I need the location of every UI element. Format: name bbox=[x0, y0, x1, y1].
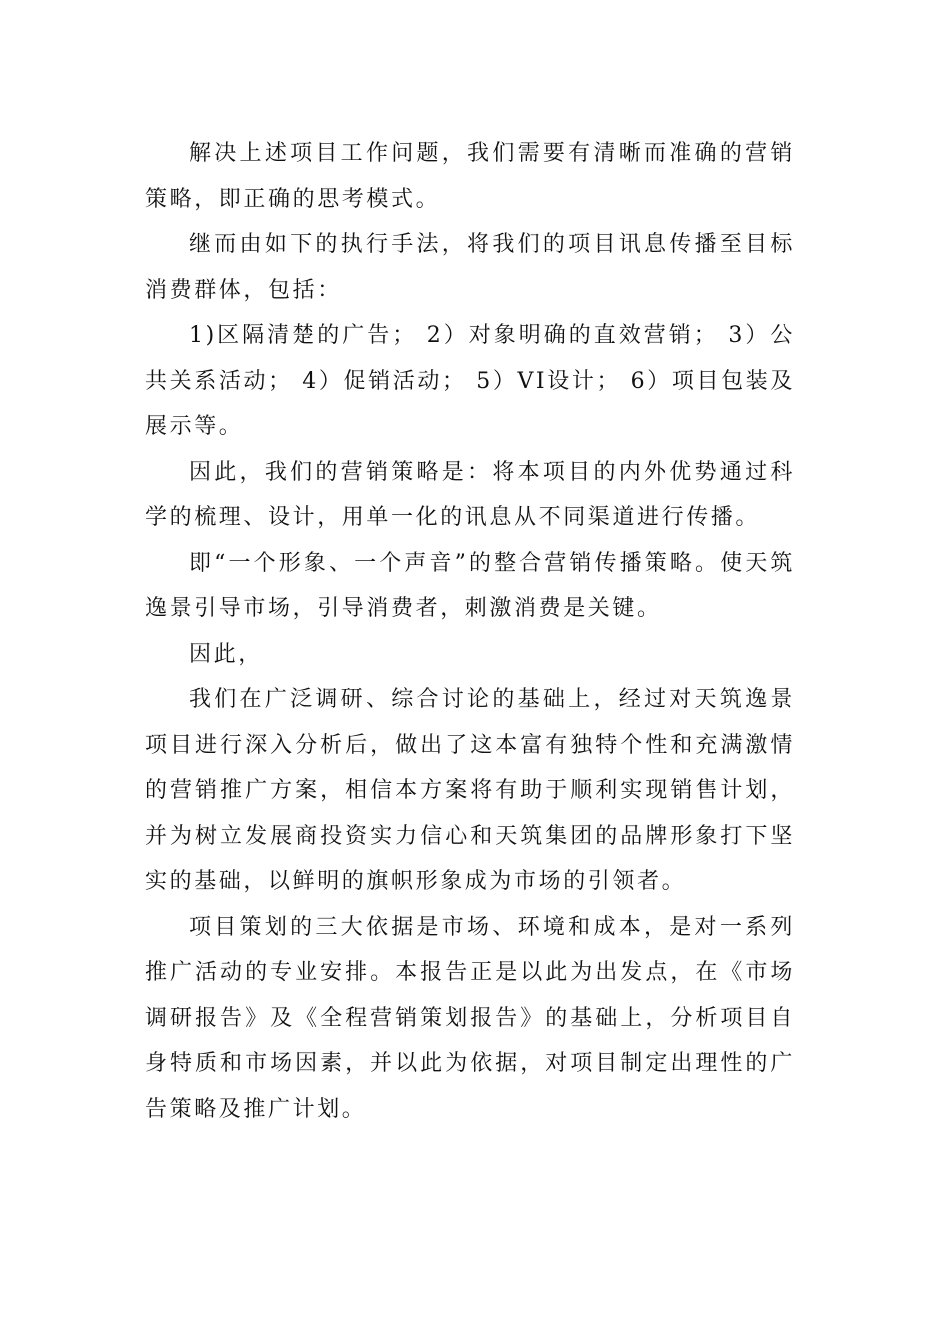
paragraph-execution-methods-intro: 继而由如下的执行手法，将我们的项目讯息传播至目标消费群体，包括： bbox=[145, 232, 795, 303]
paragraph-integrated-marketing: 即“一个形象、一个声音”的整合营销传播策略。使天筑逸景引导市场，引导消费者，刺激消费是关键。 bbox=[145, 550, 795, 621]
paragraph-marketing-strategy-need: 解决上述项目工作问题，我们需要有清晰而准确的营销策略，即正确的思考模式。 bbox=[145, 141, 795, 212]
paragraph-proposal-summary: 我们在广泛调研、综合讨论的基础上，经过对天筑逸景项目进行深入分析后，做出了这本富有独特个性和充满激情的营销推广方案，相信本方案将有助于顺利实现销售计划，并为树立发展商投资实力信心和天筑集团的品牌形象打下坚实的基础，以鲜明的旗帜形象成为市场的引领者。 bbox=[145, 687, 795, 894]
paragraph-planning-basis: 项目策划的三大依据是市场、环境和成本，是对一系列推广活动的专业安排。本报告正是以此为出发点，在《市场调研报告》及《全程营销策划报告》的基础上，分析项目自身特质和市场因素，并以此为依据，对项目制定出理性的广告策略及推广计划。 bbox=[145, 914, 795, 1122]
document-body bbox=[145, 131, 795, 1132]
paragraph-marketing-strategy-statement: 因此，我们的营销策略是：将本项目的内外优势通过科学的梳理、设计，用单一化的讯息从不同渠道进行传播。 bbox=[145, 459, 795, 530]
paragraph-execution-methods-list: 1)区隔清楚的广告； 2）对象明确的直效营销； 3）公共关系活动； 4）促销活动； 5）VI设计； 6）项目包装及展示等。 bbox=[145, 323, 795, 439]
paragraph-therefore: 因此， bbox=[189, 641, 263, 667]
